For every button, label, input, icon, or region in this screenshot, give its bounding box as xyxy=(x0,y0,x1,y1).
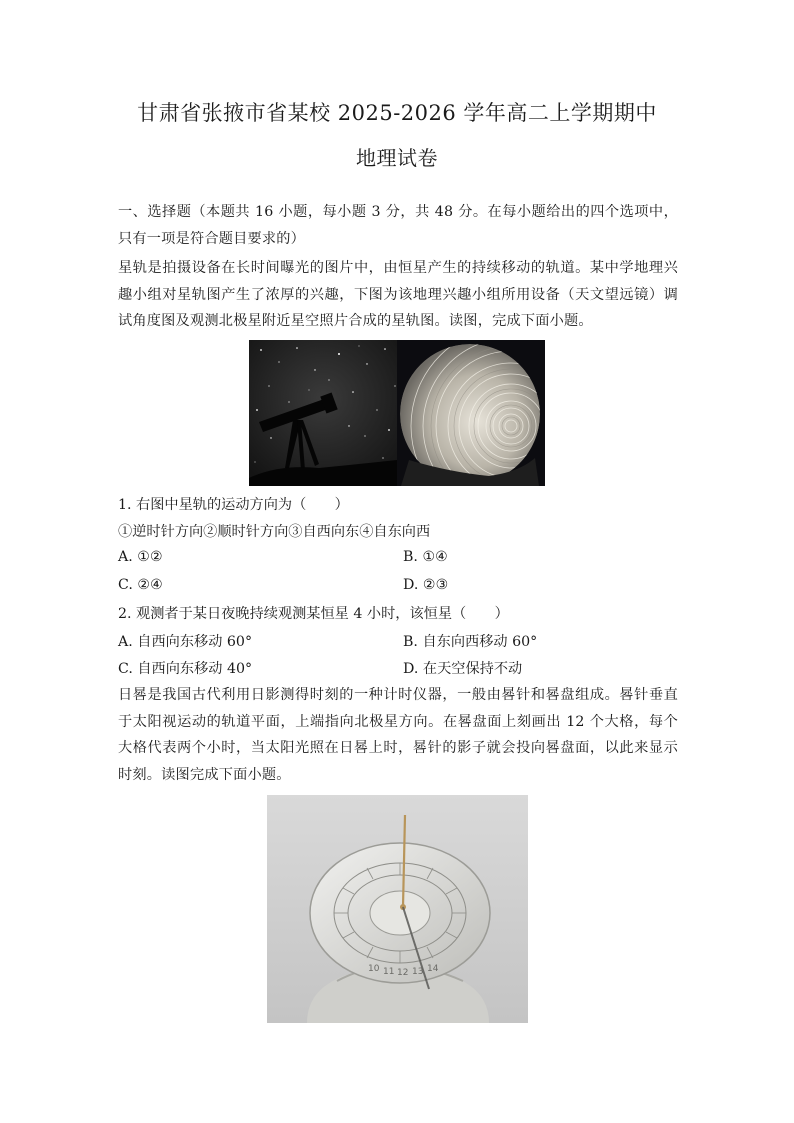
q1-option-d[interactable]: D. ②③ xyxy=(403,577,449,593)
figure-telescope-star-trails xyxy=(249,340,545,486)
passage-star-trails: 星轨是拍摄设备在长时间曝光的图片中，由恒星产生的持续移动的轨道。某中学地理兴趣小组对星轨图产生了浓厚的兴趣，下图为该地理兴趣小组所用设备（天文望远镜）调试角度图及观测北极星附近星空照片合成的星轨图。读图，完成下面小题。 xyxy=(118,260,678,329)
q1-option-b[interactable]: B. ①④ xyxy=(403,549,448,565)
svg-text:12: 12 xyxy=(397,968,409,978)
svg-text:11: 11 xyxy=(383,967,395,977)
q2-option-a[interactable]: A. 自西向东移动 60° xyxy=(118,634,253,650)
q1-option-a[interactable]: A. ①② xyxy=(118,549,163,565)
figure-sundial-svg xyxy=(267,795,528,1023)
exam-subtitle: 地理试卷 xyxy=(356,146,438,170)
exam-title: 甘肃省张掖市省某校 2025-2026 学年高二上学期期中 xyxy=(137,101,657,125)
figure-telescope-star-trails-svg xyxy=(249,340,545,486)
figure-sundial xyxy=(267,795,528,1023)
question-1-stem: 1. 右图中星轨的运动方向为（ ） xyxy=(118,497,349,513)
question-2-stem: 2. 观测者于某日夜晚持续观测某恒星 4 小时，该恒星（ ） xyxy=(118,606,509,622)
q2-option-c[interactable]: C. 自西向东移动 40° xyxy=(118,661,253,677)
svg-text:14: 14 xyxy=(427,964,439,974)
svg-text:10: 10 xyxy=(368,964,380,974)
section-heading: 一、选择题（本题共 16 小题，每小题 3 分，共 48 分。在每小题给出的四个选项中，只有一项是符合题目要求的） xyxy=(118,204,678,247)
passage-sundial: 日晷是我国古代利用日影测得时刻的一种计时仪器，一般由晷针和晷盘组成。晷针垂直于太阳视运动的轨道平面，上端指向北极星方向。在晷盘面上刻画出 12 个大格，每个大格代表两个小时，当太阳光照在日晷上时，晷针的影子就会投向晷盘面，以此来显示时刻。读图完成下面小题。 xyxy=(118,687,678,783)
q2-option-b[interactable]: B. 自东向西移动 60° xyxy=(403,634,538,650)
question-1-statements: ①逆时针方向②顺时针方向③自西向东④自东向西 xyxy=(118,524,431,540)
star-trail-disc xyxy=(400,344,540,484)
q1-option-c[interactable]: C. ②④ xyxy=(118,577,163,593)
q2-option-d[interactable]: D. 在天空保持不动 xyxy=(403,661,523,677)
svg-text:13: 13 xyxy=(412,967,424,977)
